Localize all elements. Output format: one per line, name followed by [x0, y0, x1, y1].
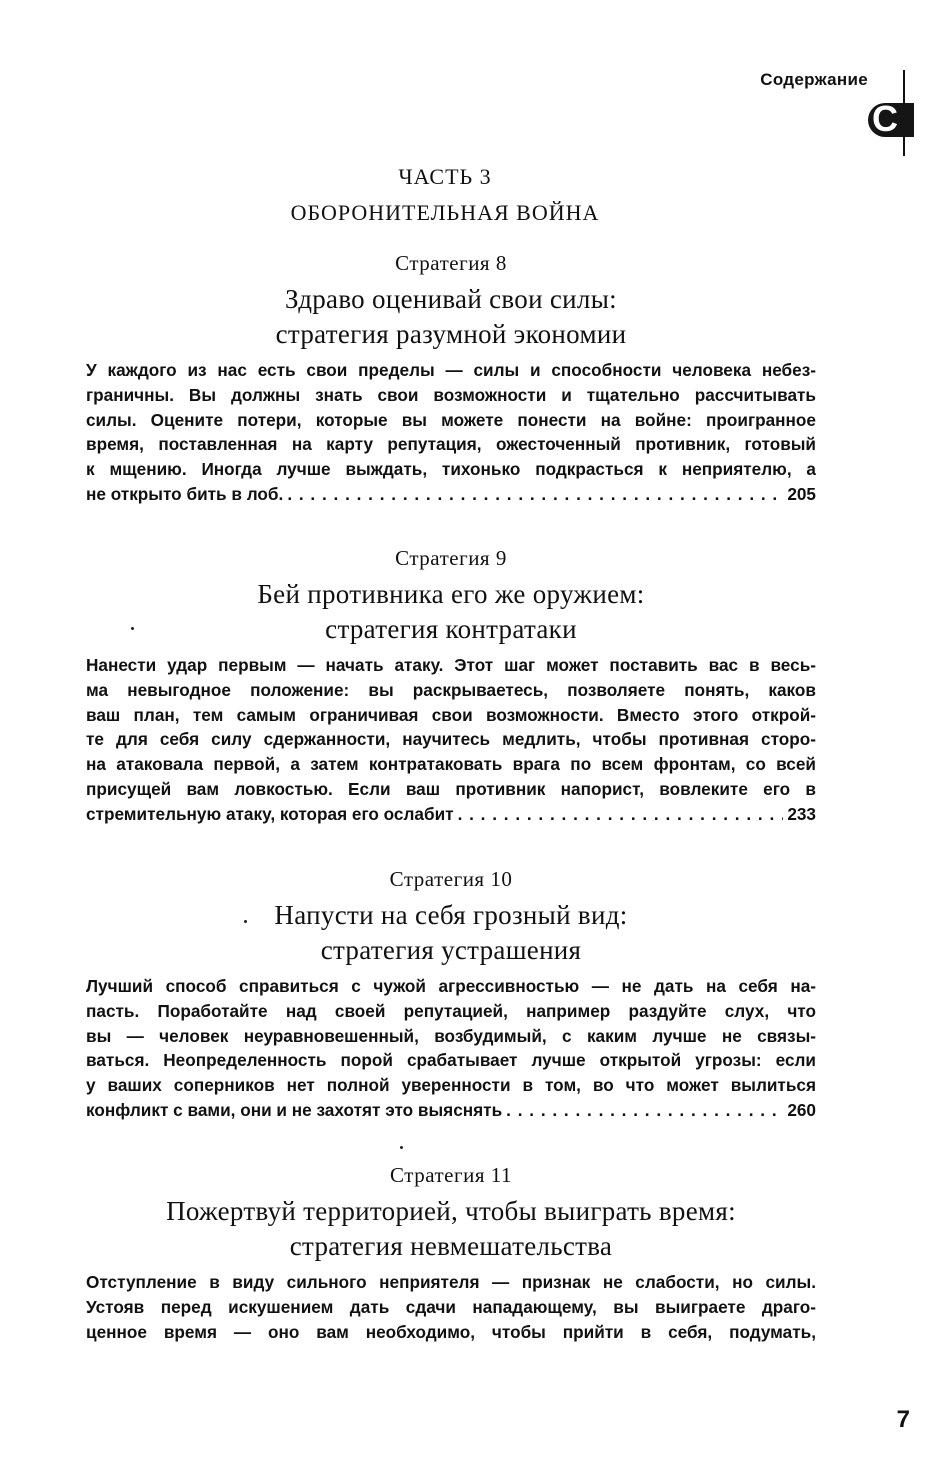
toc-entry-strategy-9 [86, 543, 816, 827]
strategy-number: Стратегия 8 [395, 251, 507, 275]
summary-line: Лучший способ справиться с чужой агрессивностью — не дать на себя на- [86, 976, 816, 996]
summary-line: силы. Оцените потери, которые вы можете понести на войне: проигранное [86, 409, 816, 430]
strategy-title-line: стратегия контратаки [325, 614, 577, 644]
strategy-title [86, 282, 816, 352]
strategy-number: Стратегия 11 [390, 1163, 512, 1187]
part-title: ОБОРОНИТЕЛЬНАЯ ВОЙНА [290, 200, 600, 225]
summary-line: граничны. Вы должны знать свои возможности и тщательно рассчитывать [86, 384, 816, 405]
summary-line: у ваших соперников нет полной уверенности в том, во что может вылиться [86, 1075, 816, 1096]
print-speck [244, 920, 247, 923]
summary-line: время, поставленная на карту репутация, ожесточенный противник, готовый [86, 434, 816, 455]
page-number: 260 [787, 1099, 816, 1120]
summary-line: вы — человек неуравновешенный, возбудимый, с каким лучше не связы- [86, 1025, 816, 1046]
toc-page-line [86, 802, 816, 827]
strategy-title [86, 577, 816, 647]
strategy-number: Стратегия 9 [395, 546, 507, 570]
summary-line: Устояв перед искушением дать сдачи нападающему, вы выиграете драго- [86, 1296, 816, 1317]
strategy-title-line: Напусти на себя грозный вид: [274, 900, 628, 930]
toc-entry-strategy-8 [86, 248, 816, 507]
summary-line: к мщению. Иногда лучше выждать, тихонько подкрасться к неприятелю, а [86, 459, 816, 480]
toc-entry-strategy-11 [86, 1160, 816, 1344]
strategy-summary [86, 358, 816, 507]
print-speck [131, 627, 134, 630]
page-folio: 7 [896, 1406, 910, 1433]
strategy-title-line: стратегия невмешательства [289, 1231, 613, 1261]
thumb-index-letter: C [872, 98, 898, 139]
strategy-title-line: стратегия устрашения [320, 935, 582, 965]
summary-last-line: не открыто бить в лоб. [86, 483, 284, 504]
strategy-title-line: Бей противника его же оружием: [257, 579, 645, 609]
print-speck [400, 1146, 403, 1149]
summary-line: Отступление в виду сильного неприятеля — признак не слабости, но силы. [86, 1272, 816, 1292]
page-number: 233 [787, 803, 816, 824]
toc-entry-strategy-10 [86, 864, 816, 1123]
strategy-title [86, 898, 816, 968]
summary-line: на атаковала первой, а затем контратаковать врага по всем фронтам, со всей [86, 754, 816, 775]
summary-line: те для себя силу сдержанности, научитесь медлить, чтобы противная сторо- [86, 729, 816, 750]
strategy-summary [86, 653, 816, 827]
summary-line: У каждого из нас есть свои пределы — силы и способности человека небез- [86, 360, 816, 380]
summary-line: ма невыгодное положение: вы раскрываетесь, позволяете понять, каков [86, 679, 816, 700]
dot-leader [506, 1098, 783, 1123]
summary-line: пасть. Поработайте над своей репутацией, например раздуйте слух, что [86, 1000, 816, 1021]
summary-last-line: конфликт с вами, они и не захотят это выяснять [86, 1099, 503, 1120]
summary-line: ваш план, тем самым ограничивая свои возможности. Вместо этого открой- [86, 704, 816, 725]
strategy-number: Стратегия 10 [389, 867, 513, 891]
dot-leader [458, 802, 784, 827]
summary-line: присущей вам ловкостью. Если ваш противник напорист, вовлеките его в [86, 778, 816, 799]
summary-line: ценное время — оно вам необходимо, чтобы прийти в себя, подумать, [86, 1321, 816, 1342]
strategy-summary [86, 974, 816, 1123]
part-label: ЧАСТЬ 3 [398, 164, 492, 189]
dot-leader [287, 482, 783, 507]
toc-page-line [86, 1098, 816, 1123]
toc-page-line [86, 482, 816, 507]
summary-last-line: стремительную атаку, которая его ослабит [86, 803, 454, 824]
strategy-title-line: Пожертвуй территорией, чтобы выиграть время: [166, 1196, 736, 1226]
running-head: Содержание [760, 70, 868, 89]
strategy-title-line: стратегия разумной экономии [275, 319, 627, 349]
summary-line: ваться. Неопределенность порой срабатывает лучше открытой угрозы: если [86, 1050, 816, 1071]
strategy-title-line: Здраво оценивай свои силы: [285, 284, 617, 314]
page-number: 205 [787, 483, 816, 504]
strategy-title [86, 1194, 816, 1264]
summary-line: Нанести удар первым — начать атаку. Этот шаг может поставить вас в весь- [86, 655, 816, 675]
strategy-summary [86, 1270, 816, 1344]
